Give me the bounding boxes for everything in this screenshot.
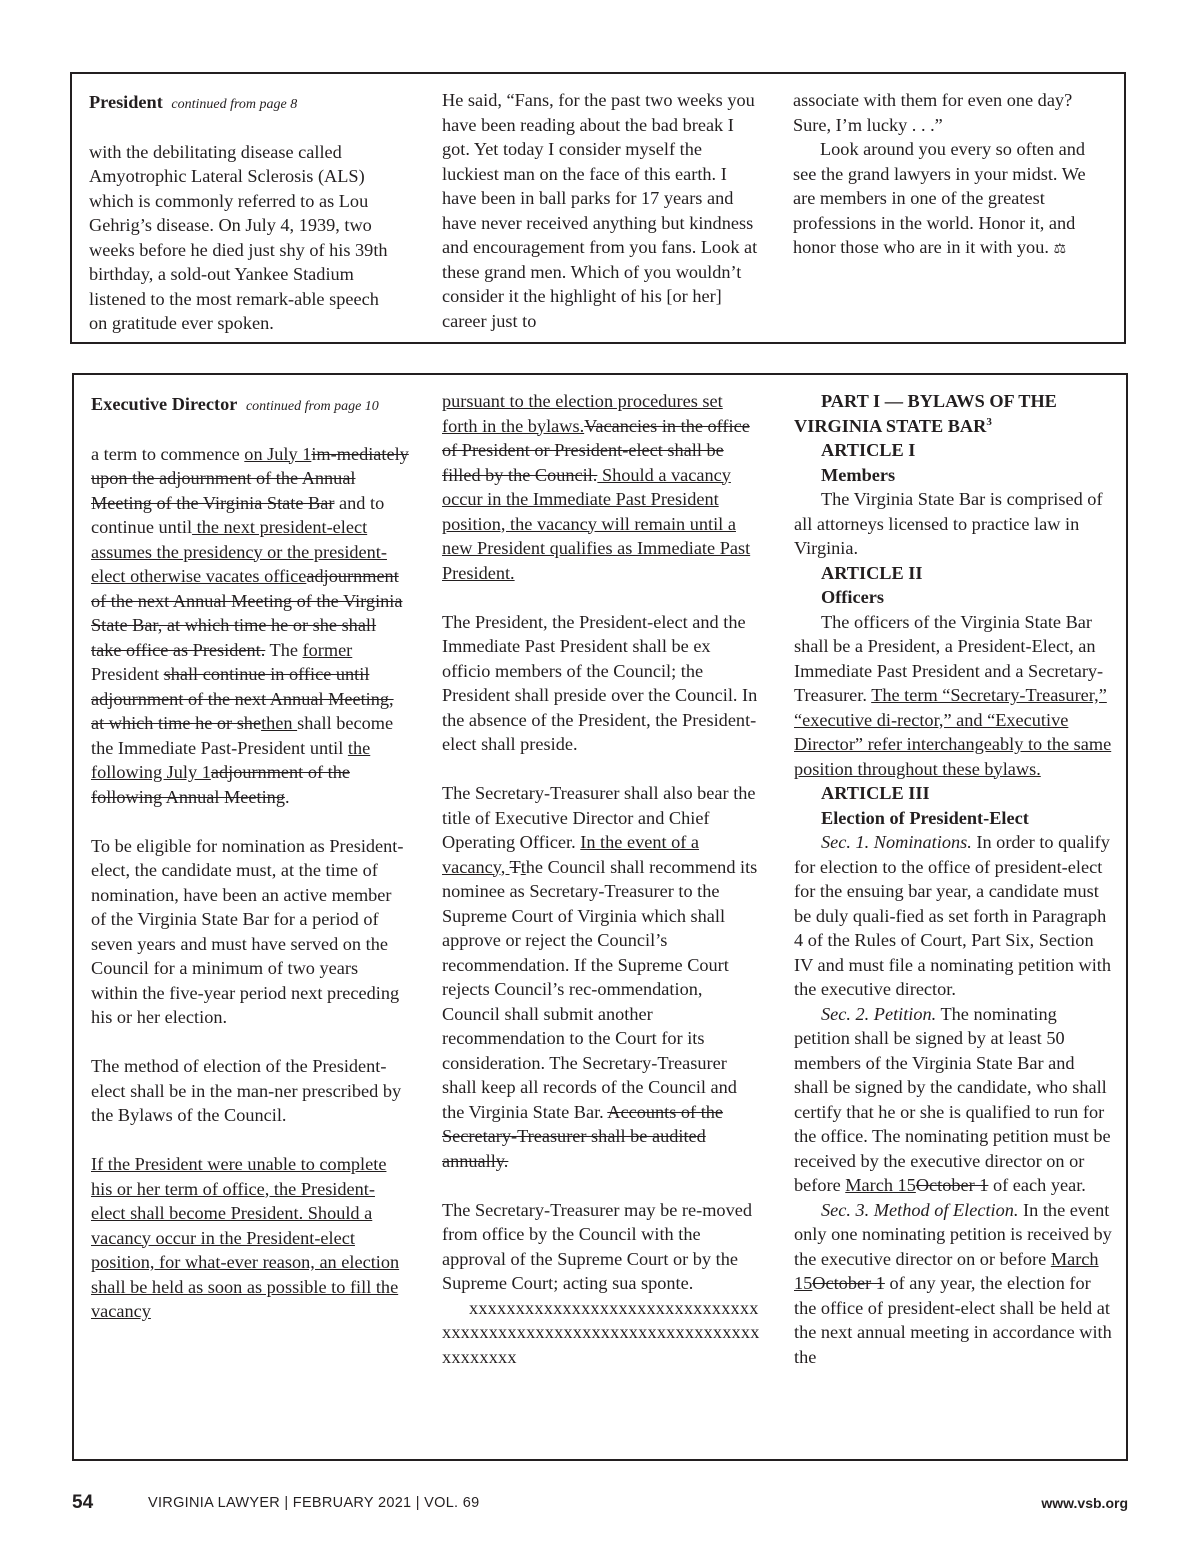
exec-col-2	[442, 389, 762, 1369]
text-run: .	[284, 786, 290, 807]
inserted-text: former	[302, 639, 353, 660]
article-3-heading: ARTICLE III	[821, 783, 930, 803]
section-label: Sec. 2. Petition.	[821, 1003, 937, 1024]
section-label: Sec. 1. Nominations.	[821, 832, 972, 852]
president-col-2	[442, 88, 760, 333]
magazine-info: VIRGINIA LAWYER | FEBRUARY 2021 | VOL. 69	[148, 1495, 480, 1511]
term-paragraph	[91, 442, 409, 810]
deleted-text: October 1	[812, 1273, 885, 1293]
part-title: PART I — BYLAWS OF THE VIRGINIA STATE BAR	[794, 391, 1057, 436]
continued-label: continued from page 10	[245, 399, 379, 414]
article-1-title: Members	[821, 464, 896, 485]
president-continued-box	[70, 72, 1126, 344]
inserted-text: Should a vacancy occur in the Immediate Past President position, the vacancy will remain until a new President qualifies as Immediate Past President.	[442, 464, 751, 583]
inserted-text: The term “Secretary-Treasurer,” “executive di-rector,” and “Executive Director” refer interchangeably to the same position throughout these bylaws.	[794, 685, 1112, 779]
ex-officio-paragraph: The President, the President-elect and the Immediate Past President shall be ex officio members of the Council; the President shall preside over the Council. In the absence of the President, the President-elect shall preside.	[442, 611, 758, 754]
vacancy-paragraph: If the President were unable to complete his or her term of office, the President-elect shall become President. Should a vacancy occur in the President-elect position, for what-ever reason, an election shall be held as soon as possible to fill the vacancy	[91, 1154, 400, 1321]
exec-heading: Executive Director	[91, 394, 238, 414]
text-run: In the event only one nominating petition is received by the executive director on or before	[794, 1199, 1112, 1269]
deleted-text: Vacancies in the office of President or President-elect shall be filled by the Council.	[442, 415, 750, 485]
inserted-text: March 15	[845, 1175, 916, 1195]
text-run: President	[91, 664, 164, 684]
deleted-text: T	[509, 856, 521, 877]
article-2-text	[794, 610, 1112, 782]
deleted-text: Accounts of the Secretary-Treasurer shall be audited annually.	[442, 1101, 724, 1171]
deleted-text: adjournment of the following Annual Meeting	[91, 762, 350, 807]
inserted-text: on July 1	[244, 443, 312, 464]
text-run: The officers of the Virginia State Bar shall be a President, a President-Elect, an Immediate Past President and a Secretary-Treasurer.	[794, 611, 1104, 705]
inserted-text: In the event of a vacancy,	[442, 832, 700, 877]
section-3	[794, 1198, 1112, 1370]
article-3-title: Election of President-Elect	[821, 807, 1029, 828]
text-run: The	[265, 639, 303, 660]
inserted-text: pursuant to the election procedures set forth in the bylaws.	[442, 391, 723, 436]
text-run: he Council shall recommend its nominee as Secretary-Treasurer to the Supreme Court of Virginia which shall approve or reject the Council’s recommendation. If the Supreme Court rejects Council’s rec-ommendation, Council shall submit another recommendation to the Court for its consideration. The Secretary-Treasurer shall keep all records of the Council and the Virginia State Bar.	[442, 856, 758, 1122]
inserted-text: then	[261, 713, 298, 733]
president-col3-p1: associate with them for even one day? Sure, I’m lucky . . .”	[793, 90, 1073, 135]
section-2	[794, 1002, 1112, 1198]
inserted-text: the next president-elect assumes the presidency or the president-elect otherwise vacates office	[91, 517, 387, 586]
inserted-text: March 15	[794, 1248, 1099, 1293]
president-heading: President	[89, 92, 163, 112]
footnote-ref: 3	[986, 415, 992, 428]
placeholder-x-text: xxxxxxxxxxxxxxxxxxxxxxxxxxxxxxxxxxxxxxxxxxxxxxxxxxxxxxxxxxxxxxxxxxxxxxxxx	[442, 1297, 760, 1367]
page-footer	[72, 1490, 1128, 1520]
article-1-heading: ARTICLE I	[821, 440, 916, 460]
deleted-text: October 1	[915, 1175, 989, 1195]
article-1-text: The Virginia State Bar is comprised of all attorneys licensed to practice law in Virginia.	[794, 489, 1103, 558]
website-url: www.vsb.org	[1041, 1495, 1128, 1511]
text-run: shall become the Immediate Past-President until	[91, 713, 394, 758]
exec-col-3	[794, 389, 1112, 1369]
page-number: 54	[72, 1492, 94, 1513]
removal-paragraph: The Secretary-Treasurer may be re-moved from office by the Council with the approval of the Supreme Court or by the Supreme Court; acting sua sponte.	[442, 1199, 752, 1293]
executive-director-continued-box	[72, 373, 1128, 1461]
text-run: a term to commence	[91, 443, 245, 464]
deleted-text: shall continue in office until adjournment of the next Annual Meeting, at which time he or she	[91, 664, 394, 733]
text-run: In order to qualify for election to the office of president-elect for the ensuing bar year, a candidate must be duly quali-fied as set forth in Paragraph 4 of the Rules of Court, Part Six, Section IV and must file a nominating petition with the executive director.	[794, 832, 1112, 999]
text-run: of each year.	[988, 1175, 1086, 1195]
inserted-text: the following July 1	[91, 737, 371, 782]
scales-icon: ⚖	[1053, 241, 1067, 257]
president-col-3	[793, 88, 1105, 262]
eligibility-paragraph: To be eligible for nomination as President-elect, the candidate must, at the time of nomination, have been an active member of the Virginia State Bar for a period of seven years and must have served on the Council for a minimum of two years within the five-year period next preceding his or her election.	[91, 835, 404, 1027]
text-run: The Secretary-Treasurer shall also bear the title of Executive Director and Chief Operating Officer.	[442, 783, 756, 852]
inserted-text: t	[520, 856, 526, 877]
article-2-heading: ARTICLE II	[821, 562, 923, 583]
continued-label: continued from page 8	[171, 97, 298, 112]
section-label: Sec. 3. Method of Election.	[821, 1199, 1019, 1220]
president-col1-text: with the debilitating disease called Amyotrophic Lateral Sclerosis (ALS) which is commonly referred to as Lou Gehrig’s disease. On July 4, 1939, two weeks before he died just shy of his 39th birthday, a sold-out Yankee Stadium listened to the most remark-able speech on gratitude ever spoken.	[89, 141, 388, 333]
section-1	[794, 830, 1112, 1002]
deleted-text: im-mediately upon the adjournment of the Annual Meeting of the Virginia State Bar	[91, 443, 409, 513]
part-heading	[794, 389, 1112, 438]
text-run: and to continue until	[91, 492, 385, 537]
exec-col-1	[91, 392, 409, 1324]
president-col-1	[89, 90, 401, 336]
text-run: of any year, the election for the office of president-elect shall be held at the next annual meeting in accordance with the	[794, 1273, 1112, 1367]
election-method-paragraph: The method of election of the President-elect shall be in the man-ner prescribed by the Bylaws of the Council.	[91, 1056, 402, 1125]
deleted-text: adjournment of the next Annual Meeting of the Virginia State Bar, at which time he or she shall take office as President.	[91, 566, 403, 660]
secretary-treasurer-paragraph	[442, 781, 762, 1173]
article-2-title: Officers	[821, 587, 884, 607]
bylaws-vacancy-paragraph	[442, 389, 762, 585]
president-col3-p2: Look around you every so often and see the grand lawyers in your midst. We are members in one of the greatest professions in the world. Honor it, and honor those who are in it with you.	[793, 139, 1086, 257]
text-run: The nominating petition shall be signed by at least 50 members of the Virginia State Bar and shall be signed by the candidate, who shall certify that he or she is qualified to run for the office. The nominating petition must be received by the executive director on or before	[794, 1003, 1111, 1195]
president-col2-text: He said, “Fans, for the past two weeks you have been reading about the bad break I got. Yet today I consider myself the luckiest man on the face of this earth. I have been in ball parks for 17 years and have never received anything but kindness and encouragement from you fans. Look at these grand men. Which of you wouldn’t consider it the highlight of his [or her] career just to	[442, 90, 758, 331]
